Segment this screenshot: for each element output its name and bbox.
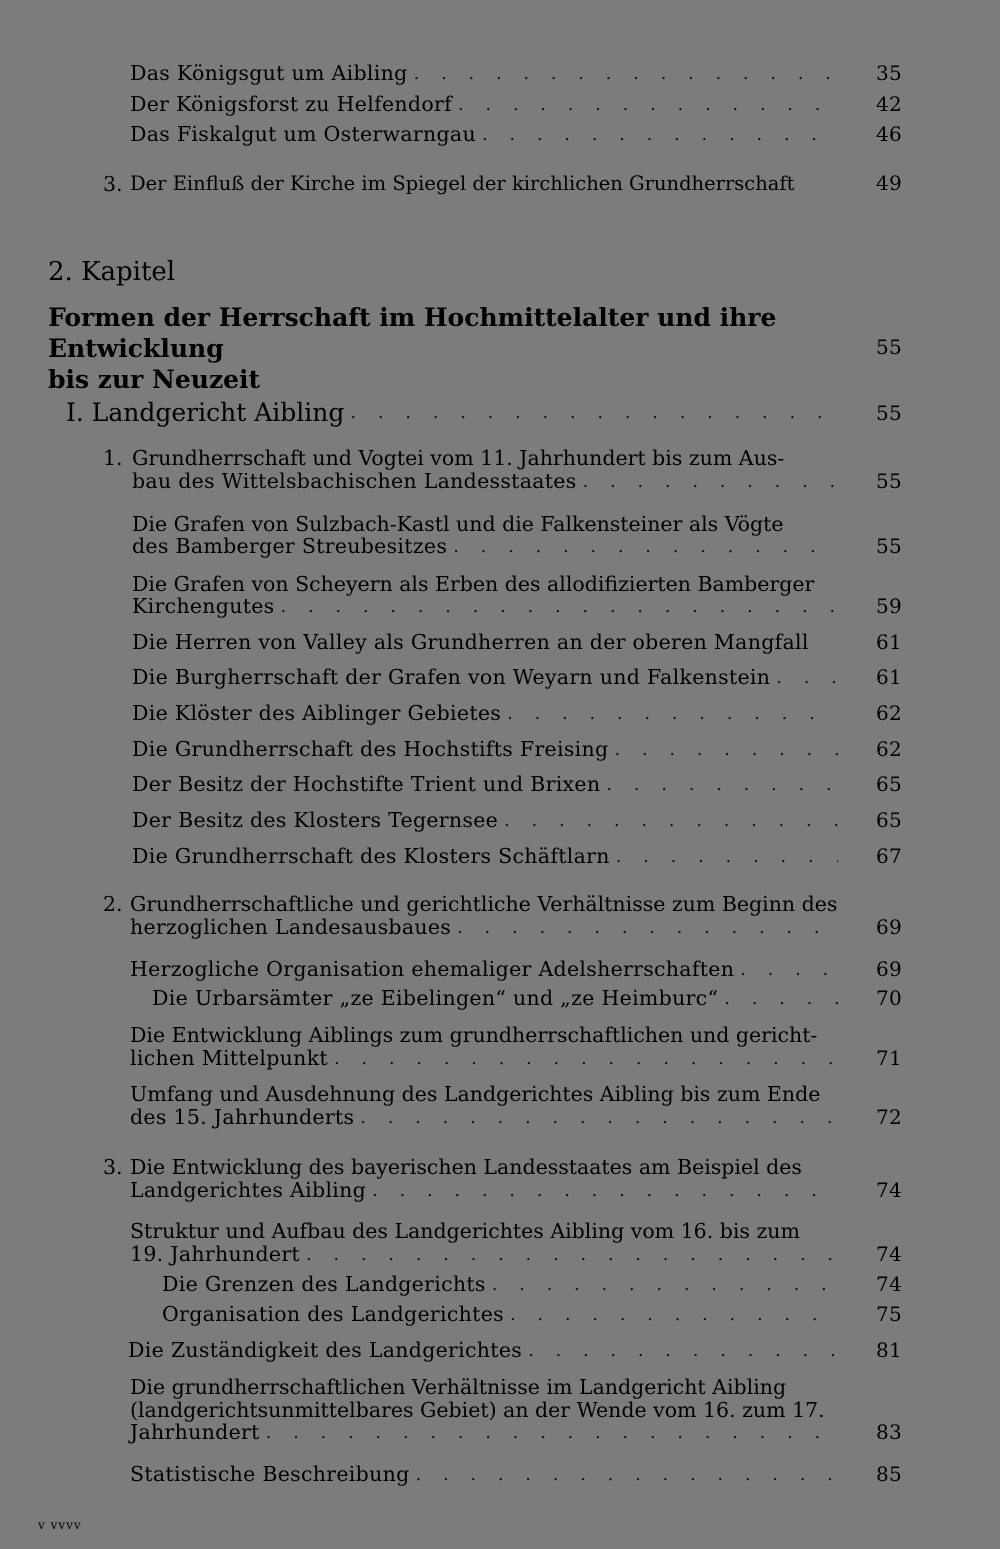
page-number: 62 (875, 737, 902, 761)
toc-entry (128, 1339, 860, 1362)
page-number: 65 (875, 808, 902, 832)
page-number: 35 (875, 61, 902, 85)
page-number: 55 (875, 401, 902, 425)
section-number: 3. (103, 1155, 123, 1179)
page-number: 55 (875, 534, 902, 558)
toc-entry-line: (landgerichtsunmittelbares Gebiet) an der Wende vom 16. zum 17. (130, 1398, 825, 1422)
toc-entry-text: Das Königsgut um Aibling (130, 61, 408, 85)
page-number: 75 (875, 1302, 902, 1326)
toc-entry (132, 738, 860, 761)
toc-entry (130, 123, 860, 146)
toc-entry-text: Organisation des Landgerichtes (162, 1302, 504, 1326)
chapter-label: 2. Kapitel (48, 257, 176, 287)
chapter-title-text: bis zur Neuzeit (48, 365, 261, 394)
page-number: 71 (875, 1046, 902, 1070)
page-number: 74 (875, 1272, 902, 1296)
page-number: 67 (875, 844, 902, 868)
dot-leader (583, 470, 838, 493)
toc-entry-text: Die Grenzen des Landgerichts (162, 1272, 486, 1296)
toc-entry (132, 535, 860, 558)
chapter-title-line (48, 364, 860, 395)
toc-entry (130, 93, 860, 116)
dot-leader (416, 1463, 838, 1486)
page-number: 62 (875, 701, 902, 725)
toc-entry (130, 916, 860, 939)
toc-entry-line: Die Entwicklung des bayerischen Landesstaates am Beispiel des (130, 1155, 802, 1179)
toc-entry (130, 62, 860, 85)
page-number: 61 (875, 665, 902, 689)
dot-leader (724, 987, 838, 1010)
page-number: 55 (875, 469, 902, 493)
dot-leader (740, 958, 838, 981)
toc-entry-line: Grundherrschaft und Vogtei vom 11. Jahrhundert bis zum Aus- (132, 446, 785, 470)
page-number: 69 (875, 957, 902, 981)
toc-entry (132, 666, 860, 689)
toc-entry (130, 1106, 860, 1129)
toc-entry-text: Statistische Beschreibung (130, 1462, 410, 1486)
toc-entry (132, 595, 860, 618)
section-number: 1. (103, 446, 123, 470)
page-number: 83 (875, 1420, 902, 1444)
toc-entry-text: Die Urbarsämter „ze Eibelingen“ und „ze Heimburc“ (152, 986, 719, 1010)
page-number: 74 (875, 1178, 902, 1202)
dot-leader (614, 738, 838, 761)
toc-entry-line: Die Grafen von Scheyern als Erben des allodifizierten Bamberger (132, 572, 815, 596)
toc-entry-line: Umfang und Ausdehnung des Landgerichtes Aibling bis zum Ende (130, 1082, 821, 1106)
toc-entry-text: Die Herren von Valley als Grundherren an der oberen Mangfall (132, 630, 809, 654)
toc-entry-text: Die Grundherrschaft des Klosters Schäftlarn (132, 844, 610, 868)
dot-leader (414, 62, 838, 85)
toc-entry (132, 845, 860, 868)
page-number: 46 (875, 122, 902, 146)
toc-entry-text: Die Zuständigkeit des Landgerichtes (128, 1338, 523, 1362)
dot-leader (457, 916, 838, 939)
dot-leader (606, 773, 838, 796)
toc-entry-line: Grundherrschaftliche und gerichtliche Verhältnisse zum Beginn des (130, 892, 838, 916)
toc-entry (130, 1463, 860, 1486)
page-number: 61 (875, 630, 902, 654)
toc-entry-text: Das Fiskalgut um Osterwarngau (130, 122, 476, 146)
toc-entry (132, 773, 860, 796)
toc-entry-text: Die Burgherrschaft der Grafen von Weyarn und Falkenstein (132, 665, 771, 689)
page-number: 69 (875, 915, 902, 939)
section-number: 2. (103, 892, 123, 916)
toc-entry-line: Die Entwicklung Aiblings zum grundherrschaftlichen und gericht- (130, 1023, 818, 1047)
page-number: 55 (875, 335, 902, 359)
page-number: 72 (875, 1105, 902, 1129)
toc-entry (130, 1047, 860, 1070)
page-number: 70 (875, 986, 902, 1010)
toc-entry (152, 987, 860, 1010)
toc-entry-text: des 15. Jahrhunderts (130, 1105, 355, 1129)
toc-entry (132, 809, 860, 832)
toc-entry-text: 19. Jahrhundert (130, 1242, 300, 1266)
dot-leader (776, 666, 838, 689)
toc-entry-text: Der Besitz der Hochstifte Trient und Brixen (132, 772, 601, 796)
section-title: I. Landgericht Aibling (66, 398, 345, 427)
toc-entry-text: des Bamberger Streubesitzes (132, 534, 448, 558)
dot-leader (482, 123, 838, 146)
page-number: 81 (875, 1338, 902, 1362)
toc-entry-text: Der Besitz des Klosters Tegernsee (132, 808, 499, 832)
footer-signature-mark: v vvvv (38, 1518, 82, 1532)
dot-leader (372, 1179, 838, 1202)
toc-entry-text: Der Einfluß der Kirche im Spiegel der kirchlichen Grundherrschaft (130, 172, 795, 195)
toc-entry (162, 1303, 860, 1326)
dot-leader (453, 535, 838, 558)
toc-entry-text: herzoglichen Landesausbaues (130, 915, 452, 939)
toc-entry (132, 470, 860, 493)
toc-entry-text: Landgerichtes Aibling (130, 1178, 367, 1202)
dot-leader (528, 1339, 838, 1362)
toc-entry-text: Jahrhundert (130, 1420, 260, 1444)
toc-entry (130, 1421, 860, 1444)
dot-leader (616, 845, 838, 868)
page-number: 74 (875, 1242, 902, 1266)
toc-entry-line: Struktur und Aufbau des Landgerichtes Aibling vom 16. bis zum (130, 1219, 800, 1243)
dot-leader (492, 1273, 838, 1296)
dot-leader (350, 398, 838, 428)
toc-entry-line: Die Grafen von Sulzbach-Kastl und die Falkensteiner als Vögte (132, 512, 784, 536)
toc-entry-text: Die Klöster des Aiblinger Gebietes (132, 701, 502, 725)
toc-entry (132, 702, 860, 725)
toc-entry (162, 1273, 860, 1296)
toc-entry (130, 1243, 860, 1266)
dot-leader (507, 702, 838, 725)
toc-entry-text: lichen Mittelpunkt (130, 1046, 328, 1070)
page-number: 42 (875, 92, 902, 116)
page-number: 59 (875, 594, 902, 618)
toc-entry (130, 958, 860, 981)
page-number: 65 (875, 772, 902, 796)
page-number: 49 (875, 171, 902, 195)
toc-entry-text: bau des Wittelsbachischen Landesstaates (132, 469, 577, 493)
dot-leader (306, 1243, 838, 1266)
toc-entry-line: Die grundherrschaftlichen Verhältnisse im Landgericht Aibling (130, 1375, 787, 1399)
toc-entry-text: Der Königsforst zu Helfendorf (130, 92, 452, 116)
section-number: 3. (103, 172, 123, 196)
dot-leader (266, 1421, 838, 1444)
toc-section (66, 398, 860, 428)
dot-leader (458, 93, 838, 116)
dot-leader (334, 1047, 838, 1070)
toc-entry-text: Die Grundherrschaft des Hochstifts Freising (132, 737, 609, 761)
dot-leader (281, 595, 838, 618)
dot-leader (510, 1303, 838, 1326)
page-number: 85 (875, 1462, 902, 1486)
dot-leader (360, 1106, 838, 1129)
toc-entry (130, 1179, 860, 1202)
dot-leader (504, 809, 838, 832)
toc-entry-text: Kirchengutes (132, 594, 275, 618)
chapter-title-line: Formen der Herrschaft im Hochmittelalter und ihre Entwicklung (48, 303, 777, 363)
chapter-title (48, 302, 848, 395)
toc-entry-text: Herzogliche Organisation ehemaliger Adelsherrschaften (130, 957, 735, 981)
